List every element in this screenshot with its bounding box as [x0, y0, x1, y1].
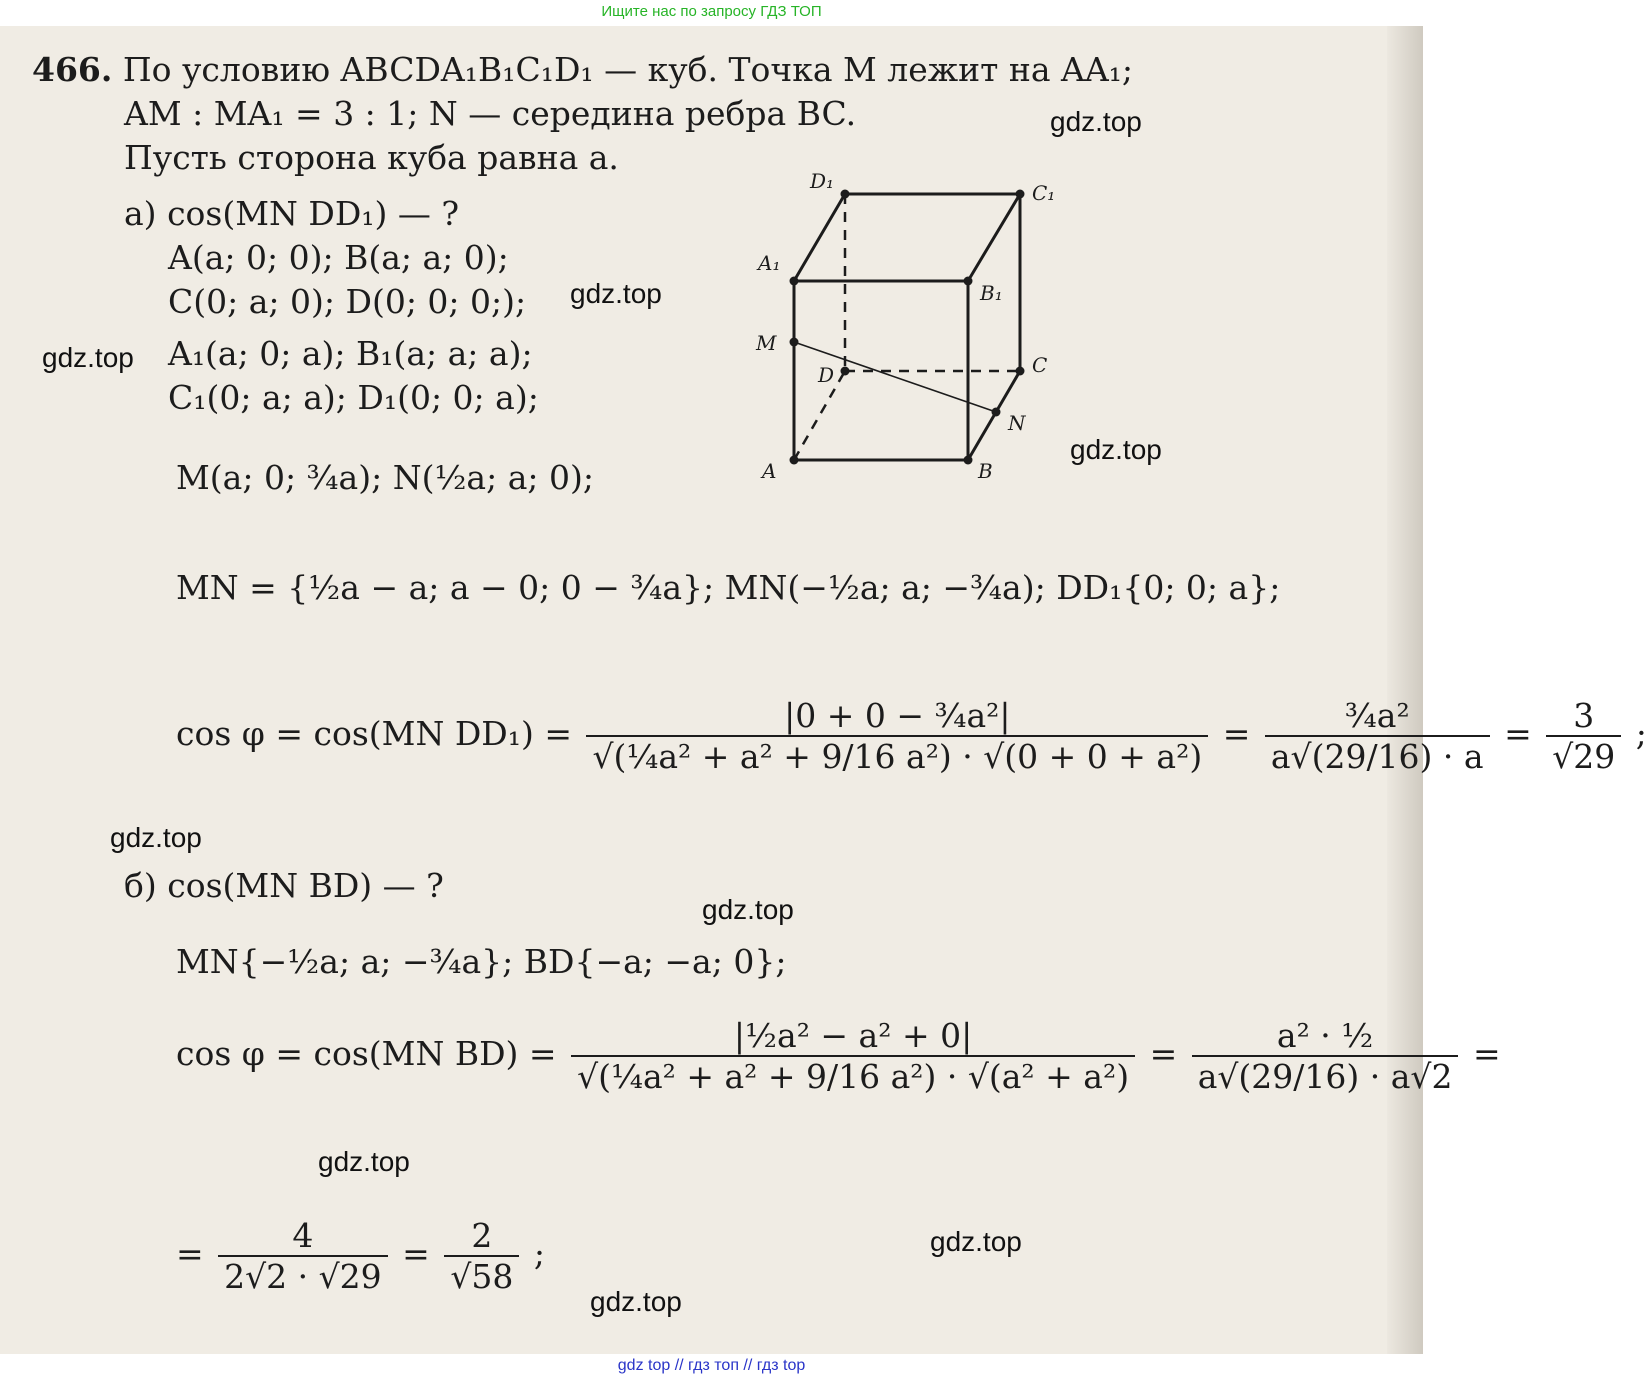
- point-n: [992, 408, 1001, 417]
- part-a-question: cos(MN DD₁) — ?: [167, 194, 460, 233]
- edge-a1-d1: [794, 194, 845, 281]
- cos-den-a-1: √(¼a² + a² + 9/16 a²) · √(0 + 0 + a²): [586, 735, 1208, 776]
- vertex-b: [964, 456, 973, 465]
- label-c1: C₁: [1032, 181, 1056, 205]
- cos-fraction-b-2: [1192, 1016, 1459, 1096]
- watermark: gdz.top: [590, 1286, 682, 1317]
- vectors-line-b: MN{−½a; a; −¾a}; BD{−a; −a; 0};: [176, 942, 787, 981]
- part-a-header: [124, 194, 459, 233]
- result-den-b-2: √58: [444, 1255, 519, 1296]
- label-d: D: [818, 363, 835, 387]
- label-m: M: [756, 331, 777, 355]
- equals-b-2: =: [1472, 1034, 1501, 1073]
- problem-text-1: По условию ABCDA₁B₁C₁D₁ — куб. Точка M лежит на AA₁;: [122, 50, 1134, 89]
- cos-fraction-b-1: [571, 1016, 1135, 1096]
- cos-lhs-b: cos φ = cos(MN BD) =: [176, 1034, 557, 1073]
- problem-line-2: AM : MA₁ = 3 : 1; N — середина ребра BC.: [124, 94, 857, 133]
- coords-line-2: C(0; a; 0); D(0; 0; 0;);: [168, 282, 527, 321]
- result-line-b: [176, 1216, 545, 1296]
- watermark: gdz.top: [1070, 434, 1162, 465]
- coords-line-4: C₁(0; a; a); D₁(0; 0; a);: [168, 378, 539, 417]
- cube-figure: [750, 166, 1070, 506]
- watermark: gdz.top: [318, 1146, 410, 1177]
- part-b-question: cos(MN BD) — ?: [167, 866, 444, 905]
- cos-den-a-2: a√(29/16) · a: [1265, 735, 1490, 776]
- label-b: B: [978, 459, 993, 483]
- part-a-label: а): [124, 194, 157, 233]
- equals-a-2: =: [1504, 714, 1532, 753]
- label-c: C: [1032, 353, 1048, 377]
- equals-b-3: =: [176, 1234, 204, 1273]
- vertex-c1: [1016, 190, 1025, 199]
- watermark: gdz.top: [570, 278, 662, 309]
- cos-fraction-a-3: [1546, 696, 1621, 776]
- equals-b-1: =: [1149, 1034, 1178, 1073]
- top-banner[interactable]: Ищите нас по запросу ГДЗ ТОП: [601, 3, 822, 20]
- label-b1: B₁: [980, 281, 1003, 305]
- watermark: gdz.top: [702, 894, 794, 925]
- edge-b1-c1: [968, 194, 1020, 281]
- vertex-a: [790, 456, 799, 465]
- result-fraction-b-1: [218, 1216, 388, 1296]
- problem-number: 466.: [32, 50, 113, 89]
- watermark: gdz.top: [110, 822, 202, 853]
- part-b-label: б): [124, 866, 157, 905]
- part-b-header: [124, 866, 444, 905]
- cos-lhs-a: cos φ = cos(MN DD₁) =: [176, 714, 572, 753]
- cos-num-a-1: |0 + 0 − ¾a²|: [784, 696, 1011, 735]
- equals-a-1: =: [1222, 714, 1251, 753]
- problem-line-1: [32, 50, 1133, 89]
- end-b: ;: [533, 1234, 545, 1273]
- result-fraction-b-2: [444, 1216, 519, 1296]
- cos-formula-b: [176, 1016, 1501, 1096]
- cos-den-b-2: a√(29/16) · a√2: [1192, 1055, 1459, 1096]
- equals-b-4: =: [402, 1234, 430, 1273]
- coords-line-1: A(a; 0; 0); B(a; a; 0);: [168, 238, 509, 277]
- coords-line-3: A₁(a; 0; a); B₁(a; a; a);: [168, 334, 533, 373]
- result-num-b-1: 4: [292, 1216, 314, 1255]
- cos-num-b-1: |½a² − a² + 0|: [733, 1016, 973, 1055]
- point-m: [790, 338, 799, 347]
- vertex-d1: [841, 190, 850, 199]
- cos-formula-a: [176, 696, 1647, 776]
- vertex-b1: [964, 277, 973, 286]
- vertex-c: [1016, 367, 1025, 376]
- cos-den-a-3: √29: [1546, 735, 1621, 776]
- result-num-b-2: 2: [471, 1216, 493, 1255]
- problem-line-3: Пусть сторона куба равна a.: [124, 138, 619, 177]
- cos-fraction-a-2: [1265, 696, 1490, 776]
- cos-den-b-1: √(¼a² + a² + 9/16 a²) · √(a² + a²): [571, 1055, 1135, 1096]
- result-den-b-1: 2√2 · √29: [218, 1255, 388, 1296]
- watermark: gdz.top: [930, 1226, 1022, 1257]
- vectors-line-a: MN = {½a − a; a − 0; 0 − ¾a}; MN(−½a; a; −¾a); DD₁{0; 0; a};: [176, 568, 1281, 607]
- label-d1: D₁: [810, 169, 835, 193]
- mn-points-line: M(a; 0; ¾a); N(½a; a; 0);: [176, 458, 594, 497]
- cos-num-a-3: 3: [1573, 696, 1595, 735]
- label-a: A: [762, 459, 777, 483]
- cos-num-a-2: ¾a²: [1344, 696, 1410, 735]
- cos-fraction-a-1: [586, 696, 1208, 776]
- label-a1: A₁: [758, 251, 781, 275]
- watermark: gdz.top: [42, 342, 134, 373]
- vertex-d: [841, 367, 850, 376]
- watermark: gdz.top: [1050, 106, 1142, 137]
- cos-num-b-2: a² · ½: [1276, 1016, 1374, 1055]
- textbook-page: [0, 26, 1647, 1354]
- page-edge: [1387, 26, 1423, 1354]
- footer-links[interactable]: gdz top // гдз топ // гдз top: [0, 1354, 1423, 1381]
- label-n: N: [1008, 411, 1026, 435]
- vertex-a1: [790, 277, 799, 286]
- end-a: ;: [1635, 714, 1647, 753]
